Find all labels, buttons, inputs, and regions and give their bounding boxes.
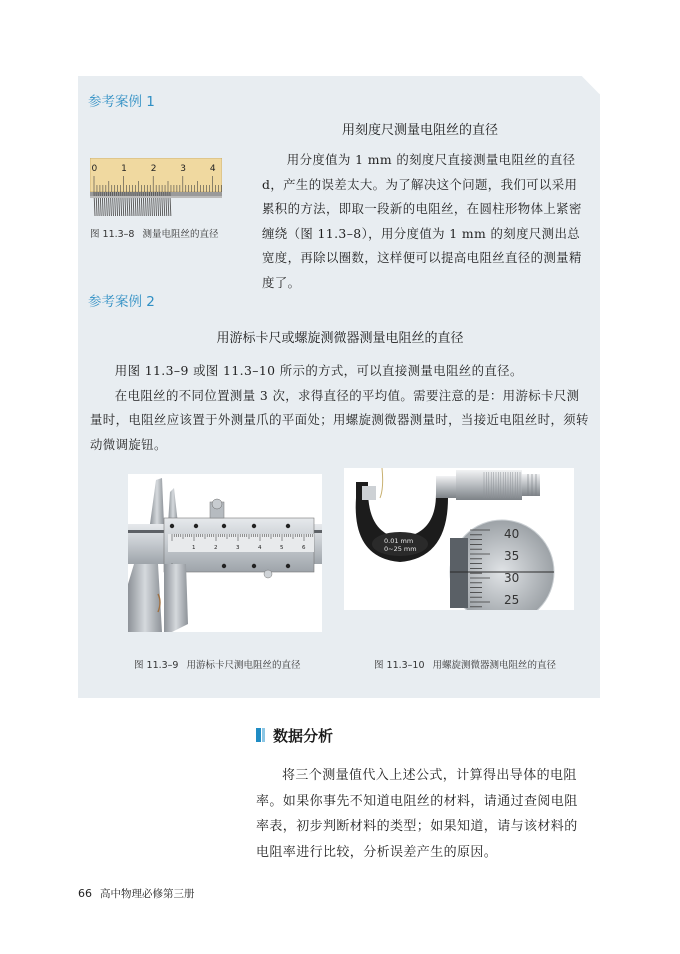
case1-paragraph-text: 用分度值为 1 mm 的刻度尺直接测量电阻丝的直径d，产生的误差太大。为了解决这个问题，我们可以采用累积的方法，即取一段新的电阻丝，在圆柱形物体上紧密缠绕（图 11.3–8），用分度值为 1 mm 的刻度尺测出总宽度，再除以圈数，这样便可以提高电阻丝直径的测量精度了。	[262, 152, 582, 290]
case2-paragraph-2: 在电阻丝的不同位置测量 3 次，求得直径的平均值。需要注意的是：用游标卡尺测量时，电阻丝应该置于外测量爪的平面处；用螺旋测微器测量时，当接近电阻丝时，须转动微调旋钮。	[90, 387, 589, 452]
figure-8-number: 图 11.3–8	[90, 229, 135, 240]
ruler-illustration	[90, 158, 222, 220]
figure-8-caption	[90, 226, 218, 240]
analysis-title: 数据分析	[273, 726, 334, 745]
figure-10-number: 图 11.3–10	[374, 660, 425, 671]
ruler-tick-label: 3	[180, 164, 187, 174]
figure-10-text: 用螺旋测微器测电阻丝的直径	[432, 660, 557, 671]
caliper-tick-label: 1	[192, 545, 196, 551]
ruler-tick-label: 2	[150, 164, 157, 174]
thimble-tick-label: 35	[504, 549, 520, 563]
page-footer	[78, 886, 195, 901]
figure-9-number: 图 11.3–9	[134, 660, 179, 671]
ruler-tick-label: 0	[91, 164, 98, 174]
analysis-paragraph-text: 将三个测量值代入上述公式，计算得出导体的电阻率。如果你事先不知道电阻丝的材料，请通过查阅电阻率表，初步判断材料的类型；如果知道，请与该材料的电阻率进行比较，分析误差产生的原因。	[256, 768, 578, 860]
case2-paragraph	[90, 359, 590, 457]
micrometer-photo	[344, 468, 574, 610]
figure-8-text: 测量电阻丝的直径	[142, 229, 219, 240]
case1-title: 用刻度尺测量电阻丝的直径	[341, 123, 498, 138]
case2-paragraph-1: 用图 11.3–9 或图 11.3–10 所示的方式，可以直接测量电阻丝的直径。	[114, 363, 523, 378]
ruler-tick-label: 1	[121, 164, 127, 174]
page-number: 66	[78, 887, 92, 900]
section-bar-icon	[256, 728, 265, 742]
analysis-heading	[256, 724, 333, 746]
caliper-tick-label: 6	[302, 545, 306, 551]
case2-label: 参考案例 2	[88, 294, 155, 310]
vernier-caliper-photo	[128, 474, 322, 632]
micrometer-frame-label: 0~25 mm	[384, 545, 417, 553]
figure-9-text: 用游标卡尺测电阻丝的直径	[186, 660, 301, 671]
case2-title: 用游标卡尺或螺旋测微器测量电阻丝的直径	[216, 331, 464, 346]
micrometer-frame-label: 0.01 mm	[384, 537, 414, 545]
ruler-tick-label: 4	[209, 164, 216, 174]
book-title: 高中物理必修第三册	[100, 888, 195, 900]
case1-label: 参考案例 1	[88, 94, 155, 110]
caliper-tick-label: 2	[214, 545, 218, 551]
thimble-tick-label: 40	[504, 527, 520, 541]
figure-10-caption	[374, 657, 556, 671]
figure-9-caption	[134, 657, 300, 671]
caliper-tick-label: 3	[236, 545, 240, 551]
thimble-tick-label: 30	[504, 571, 520, 585]
thimble-tick-label: 25	[504, 593, 520, 607]
caliper-tick-label: 5	[280, 545, 284, 551]
case1-paragraph	[262, 148, 584, 295]
caliper-tick-label: 4	[258, 545, 262, 551]
analysis-paragraph	[256, 763, 590, 865]
